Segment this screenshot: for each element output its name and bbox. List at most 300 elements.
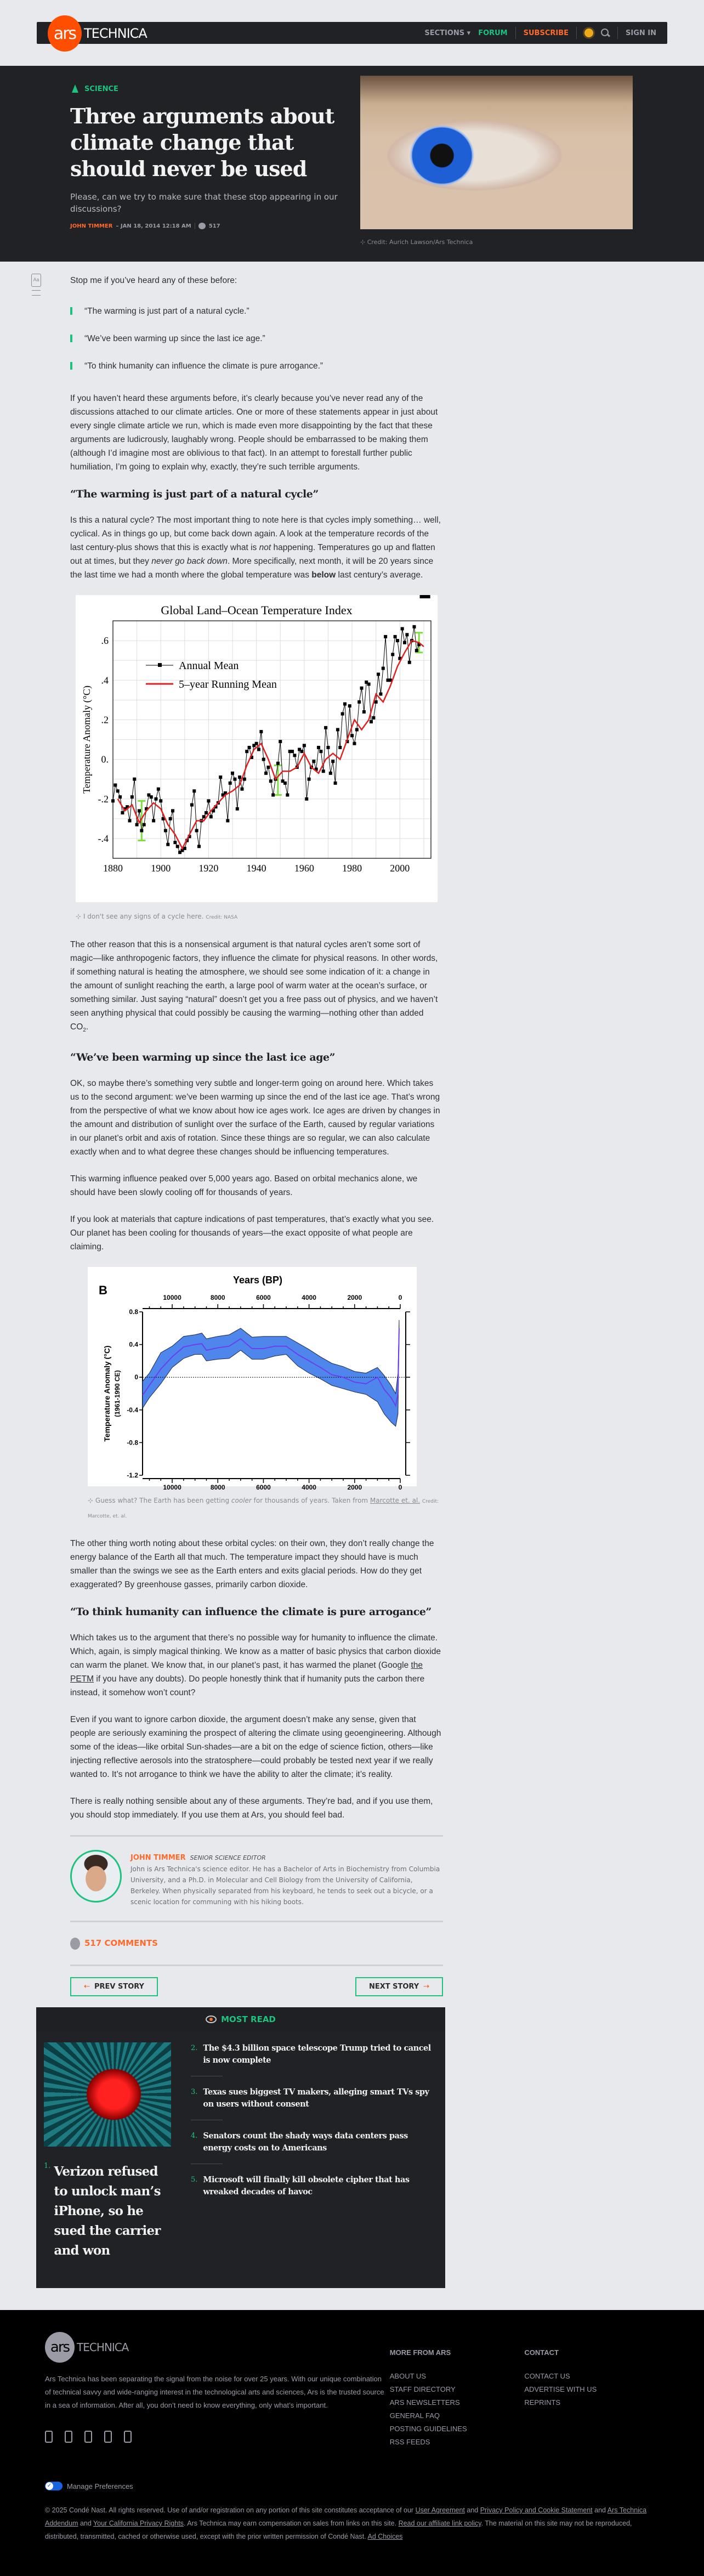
footer-link[interactable]: RSS FEEDS (389, 2438, 430, 2447)
annual-mean-point (262, 758, 265, 761)
annual-mean-point (353, 742, 356, 745)
paragraph: OK, so maybe there’s something very subtle and longer-term going on around here. Which takes us to the second argument: we’ve been warming up since the end of the last ice age. That’s wrong from the perspective of what we know about how ice ages work. Ice ages are driven by changes in the amount and distribution of sunlight over the surface of the Earth, caused by regular variations in our planet’s orbit and axis of rotation. Since these things are so regular, we can also calculate exactly when and to what degree these changes should be influencing temperatures. (70, 1079, 440, 1157)
annual-mean-point (300, 750, 304, 753)
paragraph: This warming influence peaked over 5,000 years ago. Based on orbital mechanics alone, we should have been slowly cooling off for thousands of years. (70, 1174, 418, 1198)
comment-count-link[interactable]: 517 (208, 223, 220, 229)
rank-number: 2. (191, 2044, 198, 2053)
annual-mean-point (271, 794, 275, 797)
paragraph: The other thing worth noting about these orbital cycles: on their own, they don’t really change the energy balance of the Earth all that much. The temperature impact they should have is much smaller than the swings we see as the Earth enters and exits glacial periods. How do they get exaggerated? By greenhouse gasses, primarily carbon dioxide. (70, 1539, 434, 1590)
chart-global-temperature-index (76, 595, 438, 902)
text-run: Which takes us to the argument that there’s no possible way for humanity to influence the climate. Which, again, is simply magical thinking. We know as a matter of basic physics that carbon dioxide can warm the planet. We know that, in our planet’s past, it has warmed the planet (Google (70, 1633, 441, 1671)
y-tick-label: .6 (101, 635, 109, 647)
annual-mean-point (326, 746, 330, 749)
text-emphasis: never go back down (151, 557, 228, 566)
sign-in-link[interactable]: SIGN IN (626, 29, 656, 37)
annual-mean-point (121, 811, 124, 814)
annual-mean-point (171, 809, 174, 812)
facebook-icon[interactable] (84, 2431, 92, 2443)
byline (70, 223, 344, 229)
annual-mean-point (154, 797, 157, 801)
x-tick-label: 2000 (390, 863, 410, 874)
footer-link[interactable]: ADVERTISE WITH US (524, 2385, 597, 2394)
annual-mean-point (403, 641, 406, 644)
y-tick-label: -0.4 (127, 1406, 138, 1414)
category-link[interactable] (70, 84, 344, 93)
site-navbar (37, 22, 667, 44)
annual-mean-point (195, 829, 198, 832)
next-story-label: NEXT STORY (368, 1983, 419, 1991)
social-links (45, 2431, 390, 2443)
annual-mean-point (286, 794, 289, 797)
footer-col-heading: CONTACT (524, 2348, 559, 2357)
annual-mean-point (401, 627, 404, 630)
footer-link[interactable]: CONTACT US (524, 2372, 570, 2381)
x-tick-label-top: 0 (398, 1294, 402, 1302)
logo-technica: TECHNICA (84, 26, 147, 41)
figure-temperature-index (76, 595, 443, 925)
annual-mean-point (111, 799, 115, 802)
hero-image-eye (360, 76, 633, 229)
annual-mean-point (374, 700, 378, 704)
quote-marker (70, 335, 72, 342)
annual-mean-point (312, 760, 315, 763)
quote-item (70, 352, 443, 380)
nav-sections-label: SECTIONS (424, 29, 465, 37)
instagram-icon[interactable] (124, 2431, 132, 2443)
annual-mean-point (176, 845, 179, 848)
section-heading-natural-cycle: “The warming is just part of a natural cycle” (70, 488, 319, 500)
annual-mean-point (150, 795, 153, 799)
annual-mean-point (169, 817, 172, 820)
annual-mean-point (243, 778, 246, 781)
most-read-title: MOST READ (221, 2014, 276, 2025)
annual-mean-point (357, 700, 361, 704)
annual-mean-point (334, 782, 337, 785)
annual-mean-point (116, 789, 120, 792)
text-strong: below (311, 570, 336, 580)
arrow-right-icon: ⇢ (423, 1983, 430, 1991)
annual-mean-point (317, 746, 320, 749)
author-link[interactable]: JOHN TIMMER (70, 223, 113, 229)
annual-mean-point (412, 625, 416, 629)
subscript: 2 (83, 1027, 86, 1034)
comment-bubble-icon[interactable] (198, 223, 206, 229)
publish-date: – JAN 18, 2014 12:18 AM (116, 223, 191, 229)
text-run: . (86, 1022, 89, 1032)
annual-mean-point (415, 649, 418, 652)
quote-text: “To think humanity can influence the climate is pure arrogance.” (84, 361, 323, 371)
annual-mean-point (229, 782, 232, 785)
annual-mean-point (372, 716, 375, 720)
legend-label-annual: Annual Mean (179, 660, 239, 672)
x-tick-label: 1940 (246, 863, 266, 874)
rank-number: 4. (191, 2132, 198, 2141)
text-run: and (464, 2506, 480, 2515)
x-tick-label: 1920 (198, 863, 219, 874)
annual-mean-point (427, 595, 430, 598)
paragraph: If you look at materials that capture indications of past temperatures, that’s exactly what you see. Our planet has been cooling for thousands of years—the exact opposite of what people are claiming. (70, 1215, 434, 1252)
nav-divider (617, 27, 618, 39)
caption-text: Guess what? The Earth has been getting (95, 1497, 231, 1505)
annual-mean-point (394, 635, 397, 638)
footer-link[interactable]: ABOUT US (389, 2372, 426, 2381)
quote-marker (70, 307, 72, 315)
annual-mean-point (319, 750, 322, 753)
annual-mean-point (118, 795, 122, 799)
annual-mean-point (231, 772, 234, 775)
annual-mean-point (362, 710, 366, 714)
most-read-panel (36, 2007, 445, 2288)
eye-icon (206, 2015, 217, 2023)
x-tick-label-top: 8000 (210, 1294, 225, 1302)
x-tick-label-top: 2000 (347, 1294, 362, 1302)
article-header (0, 66, 704, 262)
expand-icon: ⊹ (88, 1497, 94, 1505)
mastodon-icon[interactable] (65, 2431, 72, 2443)
annual-mean-point (405, 633, 408, 636)
annual-mean-point (135, 823, 139, 826)
chart-title: Global Land–Ocean Temperature Index (161, 603, 353, 617)
paragraph: Even if you want to ignore carbon dioxide, the argument doesn’t make any sense, given that people are seriously examining the prospect of altering the climate using geoengineering. Although some of the ideas—like orbital Sun-shades—are a bit on the edge of science fiction, others—like injecting reflective aerosols into the stratosphere—could probably be tested next year if we really wanted to. It’s not arrogance to think we have the ability to alter the climate; it’s reality. (70, 1715, 441, 1780)
quote-text: “The warming is just part of a natural cycle.” (84, 306, 249, 316)
footer-link[interactable]: REPRINTS (524, 2398, 561, 2407)
marcotte-link[interactable]: Marcotte et. al. (370, 1497, 421, 1505)
nav-divider (515, 27, 516, 39)
most-read-item-2[interactable] (191, 2042, 438, 2076)
annual-mean-point (305, 797, 308, 801)
y-axis-label-sub: (1961-1990 CE) (113, 1370, 121, 1417)
text-run: . Ars Technica may earn compensation on sales from links on this site. (183, 2520, 399, 2528)
annual-mean-point (190, 803, 194, 807)
annual-mean-point (219, 775, 222, 779)
y-tick-label: -0.8 (127, 1439, 138, 1447)
annual-mean-point (259, 730, 263, 733)
chart-holocene-temperature (88, 1267, 417, 1492)
text-run: and (78, 2520, 94, 2528)
paragraph (70, 938, 443, 1037)
privacy-policy-link[interactable]: Privacy Policy and Cookie Statement (480, 2506, 593, 2515)
most-read-item-5[interactable] (191, 2174, 438, 2208)
most-read-lead-image (44, 2042, 171, 2147)
annual-mean-point (233, 778, 236, 781)
text-run: © 2025 Condé Nast. All rights reserved. Use of and/or registration on any portion of this site constitutes acceptance of our (45, 2506, 416, 2515)
most-read-title-text: The $4.3 billion space telescope Trump tried to cancel is now complete (203, 2043, 431, 2065)
text-run: Is this a natural cycle? The most important thing to note here is that cycles imply something… well, cyclical. As in things go up, but come back down again. A look at the temperature records of the last century-plus shows that this is exactly what is (70, 516, 441, 552)
quote-item (70, 325, 443, 352)
annual-mean-point (166, 843, 169, 846)
site-logo[interactable] (48, 15, 147, 52)
annual-mean-point (209, 815, 213, 818)
category-label: SCIENCE (84, 84, 118, 93)
annual-mean-point (384, 635, 387, 638)
annual-mean-point (338, 746, 342, 749)
footer-link[interactable]: STAFF DIRECTORY (389, 2385, 456, 2394)
section-heading-ice-age: “We’ve been warming up since the last ice age” (70, 1051, 336, 1064)
nav-divider (576, 27, 577, 39)
annual-mean-point (205, 811, 208, 814)
flask-icon (70, 84, 80, 93)
annual-mean-point (173, 841, 177, 844)
annual-mean-point (293, 754, 296, 757)
annual-mean-point (143, 823, 146, 826)
uncertainty-band (143, 1320, 399, 1426)
annual-mean-point (238, 775, 241, 779)
divider (70, 1964, 443, 1966)
article-body (0, 262, 704, 1996)
annual-mean-point (382, 667, 385, 670)
x-tick-label-bottom: 2000 (347, 1484, 362, 1492)
text-run: and (592, 2506, 608, 2515)
annual-mean-point (350, 734, 354, 737)
x-tick-label: 1980 (342, 863, 362, 874)
annual-mean-point (138, 809, 141, 812)
annual-mean-point (128, 819, 132, 822)
footer-logo[interactable] (45, 2332, 390, 2363)
annual-mean-point (360, 687, 364, 690)
quote-item (70, 297, 443, 325)
text-run: . The material on this site may not be reproduced, distributed, transmitted, cached or otherwise used, except with the prior written permission of Condé Nast. (45, 2520, 632, 2541)
y-tick-label: -1.2 (127, 1471, 138, 1480)
annual-mean-point (248, 746, 251, 749)
theme-toggle-icon[interactable] (584, 29, 593, 37)
annual-mean-point (391, 653, 394, 656)
hero-image-credit (360, 239, 473, 246)
caption-emphasis: cooler (231, 1497, 252, 1505)
user-agreement-link[interactable]: User Agreement (415, 2506, 465, 2515)
logo-ars: ars (48, 15, 82, 52)
nav-forum-link[interactable]: FORUM (478, 29, 508, 37)
legal-text (45, 2504, 659, 2543)
annual-mean-point (257, 748, 260, 751)
section-heading-arrogance: “To think humanity can influence the climate is pure arrogance” (70, 1606, 432, 1618)
footer-link[interactable]: GENERAL FAQ (389, 2411, 440, 2420)
text-run: last century’s average. (336, 570, 423, 580)
most-read-title-text: Microsoft will finally kill obsolete cipher that has wreaked decades of havoc (203, 2175, 410, 2197)
annual-mean-point (331, 760, 334, 763)
caption-credit: Credit: NASA (206, 915, 238, 920)
annual-mean-point (279, 740, 282, 743)
expand-icon: ⊹ (76, 913, 82, 920)
figure-caption (76, 910, 443, 925)
paragraph (70, 1631, 443, 1700)
author-avatar[interactable] (70, 1850, 122, 1903)
text-run: happening. Temperatures go up and flatten out at times, but they (70, 543, 435, 566)
top-bar (0, 0, 704, 66)
rank-number: 1. (44, 2162, 51, 2171)
text-emphasis: not (259, 543, 271, 552)
annual-mean-point (308, 778, 311, 781)
annual-mean-point (264, 772, 268, 775)
text-run: . More specifically, next month, it will be 20 years since the last time we had a month where the global temperature was (70, 557, 434, 580)
x-tick-label: 1880 (103, 863, 123, 874)
annual-mean-point (236, 807, 239, 811)
y-tick-label: -.4 (98, 833, 109, 844)
paragraph: There is really nothing sensible about any of these arguments. They’re bad, and if you use them, you should stop immediately. If you use them at Ars, you should feel bad. (70, 1797, 433, 1820)
legend-marker-annual (158, 663, 162, 667)
addendum-link[interactable]: Ars Technica Addendum (45, 2506, 647, 2528)
footer-more-from-ars (390, 2332, 525, 2449)
author-box (70, 1850, 443, 1907)
rank-number: 5. (191, 2176, 198, 2184)
text-settings-button[interactable]: Aa (31, 274, 41, 287)
annual-mean-point (408, 661, 411, 664)
petm-link[interactable]: the PETM (70, 1661, 423, 1684)
text-run: if you have any doubts). Do people honestly think that if humanity puts the carbon there instead, it somehow won’t count? (70, 1674, 425, 1698)
author-role: SENIOR SCIENCE EDITOR (190, 1854, 266, 1862)
annual-mean-point (130, 795, 134, 799)
paragraph (70, 513, 443, 582)
x-tick-label: 1960 (294, 863, 314, 874)
y-tick-label: 0.8 (129, 1308, 138, 1316)
annual-mean-point (348, 704, 351, 707)
annual-mean-point (113, 783, 117, 786)
footer-link[interactable]: POSTING GUIDELINES (389, 2425, 467, 2433)
footer-contact (524, 2332, 659, 2449)
most-read-title-text: Texas sues biggest TV makers, alleging smart TVs spy on users without consent (203, 2087, 429, 2109)
story-navigation (70, 1977, 443, 1996)
annual-mean-point (291, 750, 294, 753)
expand-icon: ⊹ (360, 239, 366, 246)
arrow-left-icon: ⇠ (84, 1983, 90, 1991)
x-tick-label-bottom: 6000 (256, 1484, 271, 1492)
comment-bubble-icon (70, 1938, 80, 1950)
annual-mean-point (266, 766, 270, 769)
article-dek: Please, can we try to make sure that these stop appearing in our discussions? (70, 192, 338, 214)
x-tick-label-bottom: 4000 (302, 1484, 316, 1492)
annual-mean-point (322, 769, 325, 773)
x-tick-label-bottom: 0 (398, 1484, 402, 1492)
annual-mean-point (197, 845, 201, 848)
prev-story-label: PREV STORY (94, 1983, 144, 1991)
y-axis-label: Temperature Anomaly (°C) (103, 1345, 111, 1442)
y-tick-label: .2 (101, 714, 109, 726)
author-bio: John is Ars Technica's science editor. He has a Bachelor of Arts in Biochemistry from Columbia University, and a Ph.D. in Molecular and Cell Biology from the University of California, Berkeley. When physically separated from his keyboard, he tends to seek out a bicycle, or a scenic location for communing with his hiking boots. (130, 1865, 440, 1906)
annual-mean-point (377, 672, 380, 676)
caption-credit: Credit: Marcotte, et. al. (88, 1499, 439, 1520)
annual-mean-point (276, 762, 280, 765)
annual-mean-point (379, 693, 382, 696)
annual-mean-point (396, 639, 399, 642)
y-axis-label: Temperature Anomaly (°C) (81, 686, 92, 794)
quote-text: “We’ve been warming up since the last ice age.” (84, 333, 265, 343)
x-tick-label-top: 6000 (256, 1294, 271, 1302)
annual-mean-point (324, 726, 327, 729)
search-icon[interactable] (601, 29, 610, 37)
nav-subscribe-link[interactable]: SUBSCRIBE (523, 29, 569, 37)
annual-mean-point (336, 728, 339, 731)
annual-mean-point (343, 703, 347, 706)
annual-mean-point (283, 782, 287, 785)
annual-mean-point (329, 772, 332, 775)
annual-mean-point (240, 788, 243, 791)
most-read-item-4[interactable] (191, 2130, 438, 2164)
x-tick-label-top: 4000 (302, 1294, 316, 1302)
footer-col-heading: MORE FROM ARS (389, 2348, 451, 2357)
y-tick-label: -.2 (98, 793, 109, 805)
annual-mean-point (164, 829, 167, 832)
annual-mean-point (370, 720, 373, 723)
ca-privacy-link[interactable]: Your California Privacy Rights (93, 2520, 184, 2528)
divider (70, 1921, 443, 1922)
annual-mean-point (152, 819, 155, 822)
annual-mean-point (192, 789, 196, 792)
x-tick-label: 1900 (151, 863, 171, 874)
panel-label: B (99, 1283, 107, 1298)
legend-label-running: 5–year Running Mean (179, 678, 277, 690)
annual-mean-point (245, 750, 248, 753)
most-read-header (36, 2007, 445, 2031)
prev-story-button[interactable] (70, 1977, 158, 1996)
nav-sections-dropdown[interactable] (424, 29, 470, 37)
y-tick-label: 0. (101, 754, 109, 765)
article-title: Three arguments about climate change that should never be used (70, 104, 334, 181)
annual-mean-point (269, 779, 272, 783)
footer-link[interactable]: ARS NEWSLETTERS (389, 2398, 460, 2407)
intro-paragraph: Stop me if you’ve heard any of these before: (70, 276, 237, 285)
x-tick-label-bottom: 10000 (163, 1484, 181, 1492)
logo-ars: ars (45, 2332, 75, 2363)
affiliate-policy-link[interactable]: Read our affiliate link policy (398, 2520, 481, 2528)
footer-about: Ars Technica has been separating the signal from the noise for over 25 years. With our unique combination of technical savvy and wide-ranging interest in the technological arts and sciences, Ars is the trusted source in a sea of information. After all, you don’t need to know everything, only what’s important. (45, 2375, 384, 2410)
next-story-button[interactable] (355, 1977, 443, 1996)
comments-label: 517 COMMENTS (84, 1938, 158, 1949)
y-tick-label: 0 (134, 1373, 138, 1382)
annual-mean-point (355, 728, 359, 731)
y-tick-label: .4 (101, 675, 109, 686)
text-run: The other reason that this is a nonsensical argument is that natural cycles aren’t some sort of magic—like anthropogenic factors, they influence the climate for physical reasons. In other words, if something natural is heating the atmosphere, we should see some indication of it: a change in the amount of sunlight reaching the earth, a large pool of warm water at the ocean’s surface, or something similar. Just saying “natural” doesn’t get you a free pass out of physics, and we haven’t seen anything physical that could possibly be causing the warming—nothing other than added CO (70, 940, 438, 1032)
most-read-list (191, 2042, 438, 2261)
annual-mean-point (341, 712, 344, 716)
paragraph: If you haven’t heard these arguments before, it’s clearly because you’ve never read any of the discussions attached to our climate articles. One or more of these statements appear in just about every single climate article we run, which is made even more disappointing by the fact that these arguments are ludicrously, laughably wrong. People should be embarrassed to be making them (although I’d imagine most are oblivious to that fact). In an attempt to forestall further public humiliation, I’m going to explain why, exactly, they’re such terrible arguments. (70, 394, 438, 472)
annual-mean-point (303, 744, 306, 747)
site-footer (0, 2310, 704, 2576)
caption-text: for thousands of years. Taken from (251, 1497, 370, 1505)
author-name-link[interactable]: JOHN TIMMER (130, 1854, 186, 1862)
x-tick-label-top: 10000 (163, 1294, 181, 1302)
most-read-item-3[interactable] (191, 2086, 438, 2120)
ad-choices-link[interactable]: Ad Choices (367, 2533, 403, 2541)
figure-caption (88, 1494, 443, 1524)
annual-mean-point (140, 829, 143, 832)
bluesky-icon[interactable] (45, 2431, 53, 2443)
divider (70, 1835, 443, 1837)
most-read-title-text: Verizon refused to unlock man’s iPhone, so he sued the carrier and won (54, 2164, 161, 2258)
logo-technica: TECHNICA (77, 2341, 129, 2354)
rank-number: 3. (191, 2088, 198, 2097)
quote-list (70, 297, 443, 380)
most-read-item-1[interactable] (44, 2042, 172, 2261)
annual-mean-point (207, 799, 210, 802)
privacy-toggle-icon[interactable] (45, 2482, 63, 2490)
manage-preferences[interactable] (45, 2482, 659, 2490)
quote-marker (70, 362, 72, 370)
annual-mean-point (133, 778, 136, 781)
figure-holocene-temperature (76, 1267, 443, 1524)
annual-mean-point (226, 819, 229, 822)
y-tick-label: 0.4 (129, 1340, 138, 1349)
annual-mean-point (255, 742, 258, 745)
most-read-title-text: Senators count the shady ways data centers pass energy costs on to Americans (203, 2131, 408, 2153)
annual-mean-point (202, 815, 206, 818)
annual-mean-point (157, 788, 160, 791)
youtube-icon[interactable] (104, 2431, 112, 2443)
comments-link[interactable] (70, 1937, 443, 1950)
hero-credit-text: Credit: Aurich Lawson/Ars Technica (367, 239, 473, 246)
sliders-icon[interactable] (32, 290, 41, 296)
chevron-down-icon: ▾ (467, 29, 471, 37)
manage-preferences-label: Manage Preferences (67, 2482, 133, 2490)
annual-mean-point (159, 799, 162, 802)
